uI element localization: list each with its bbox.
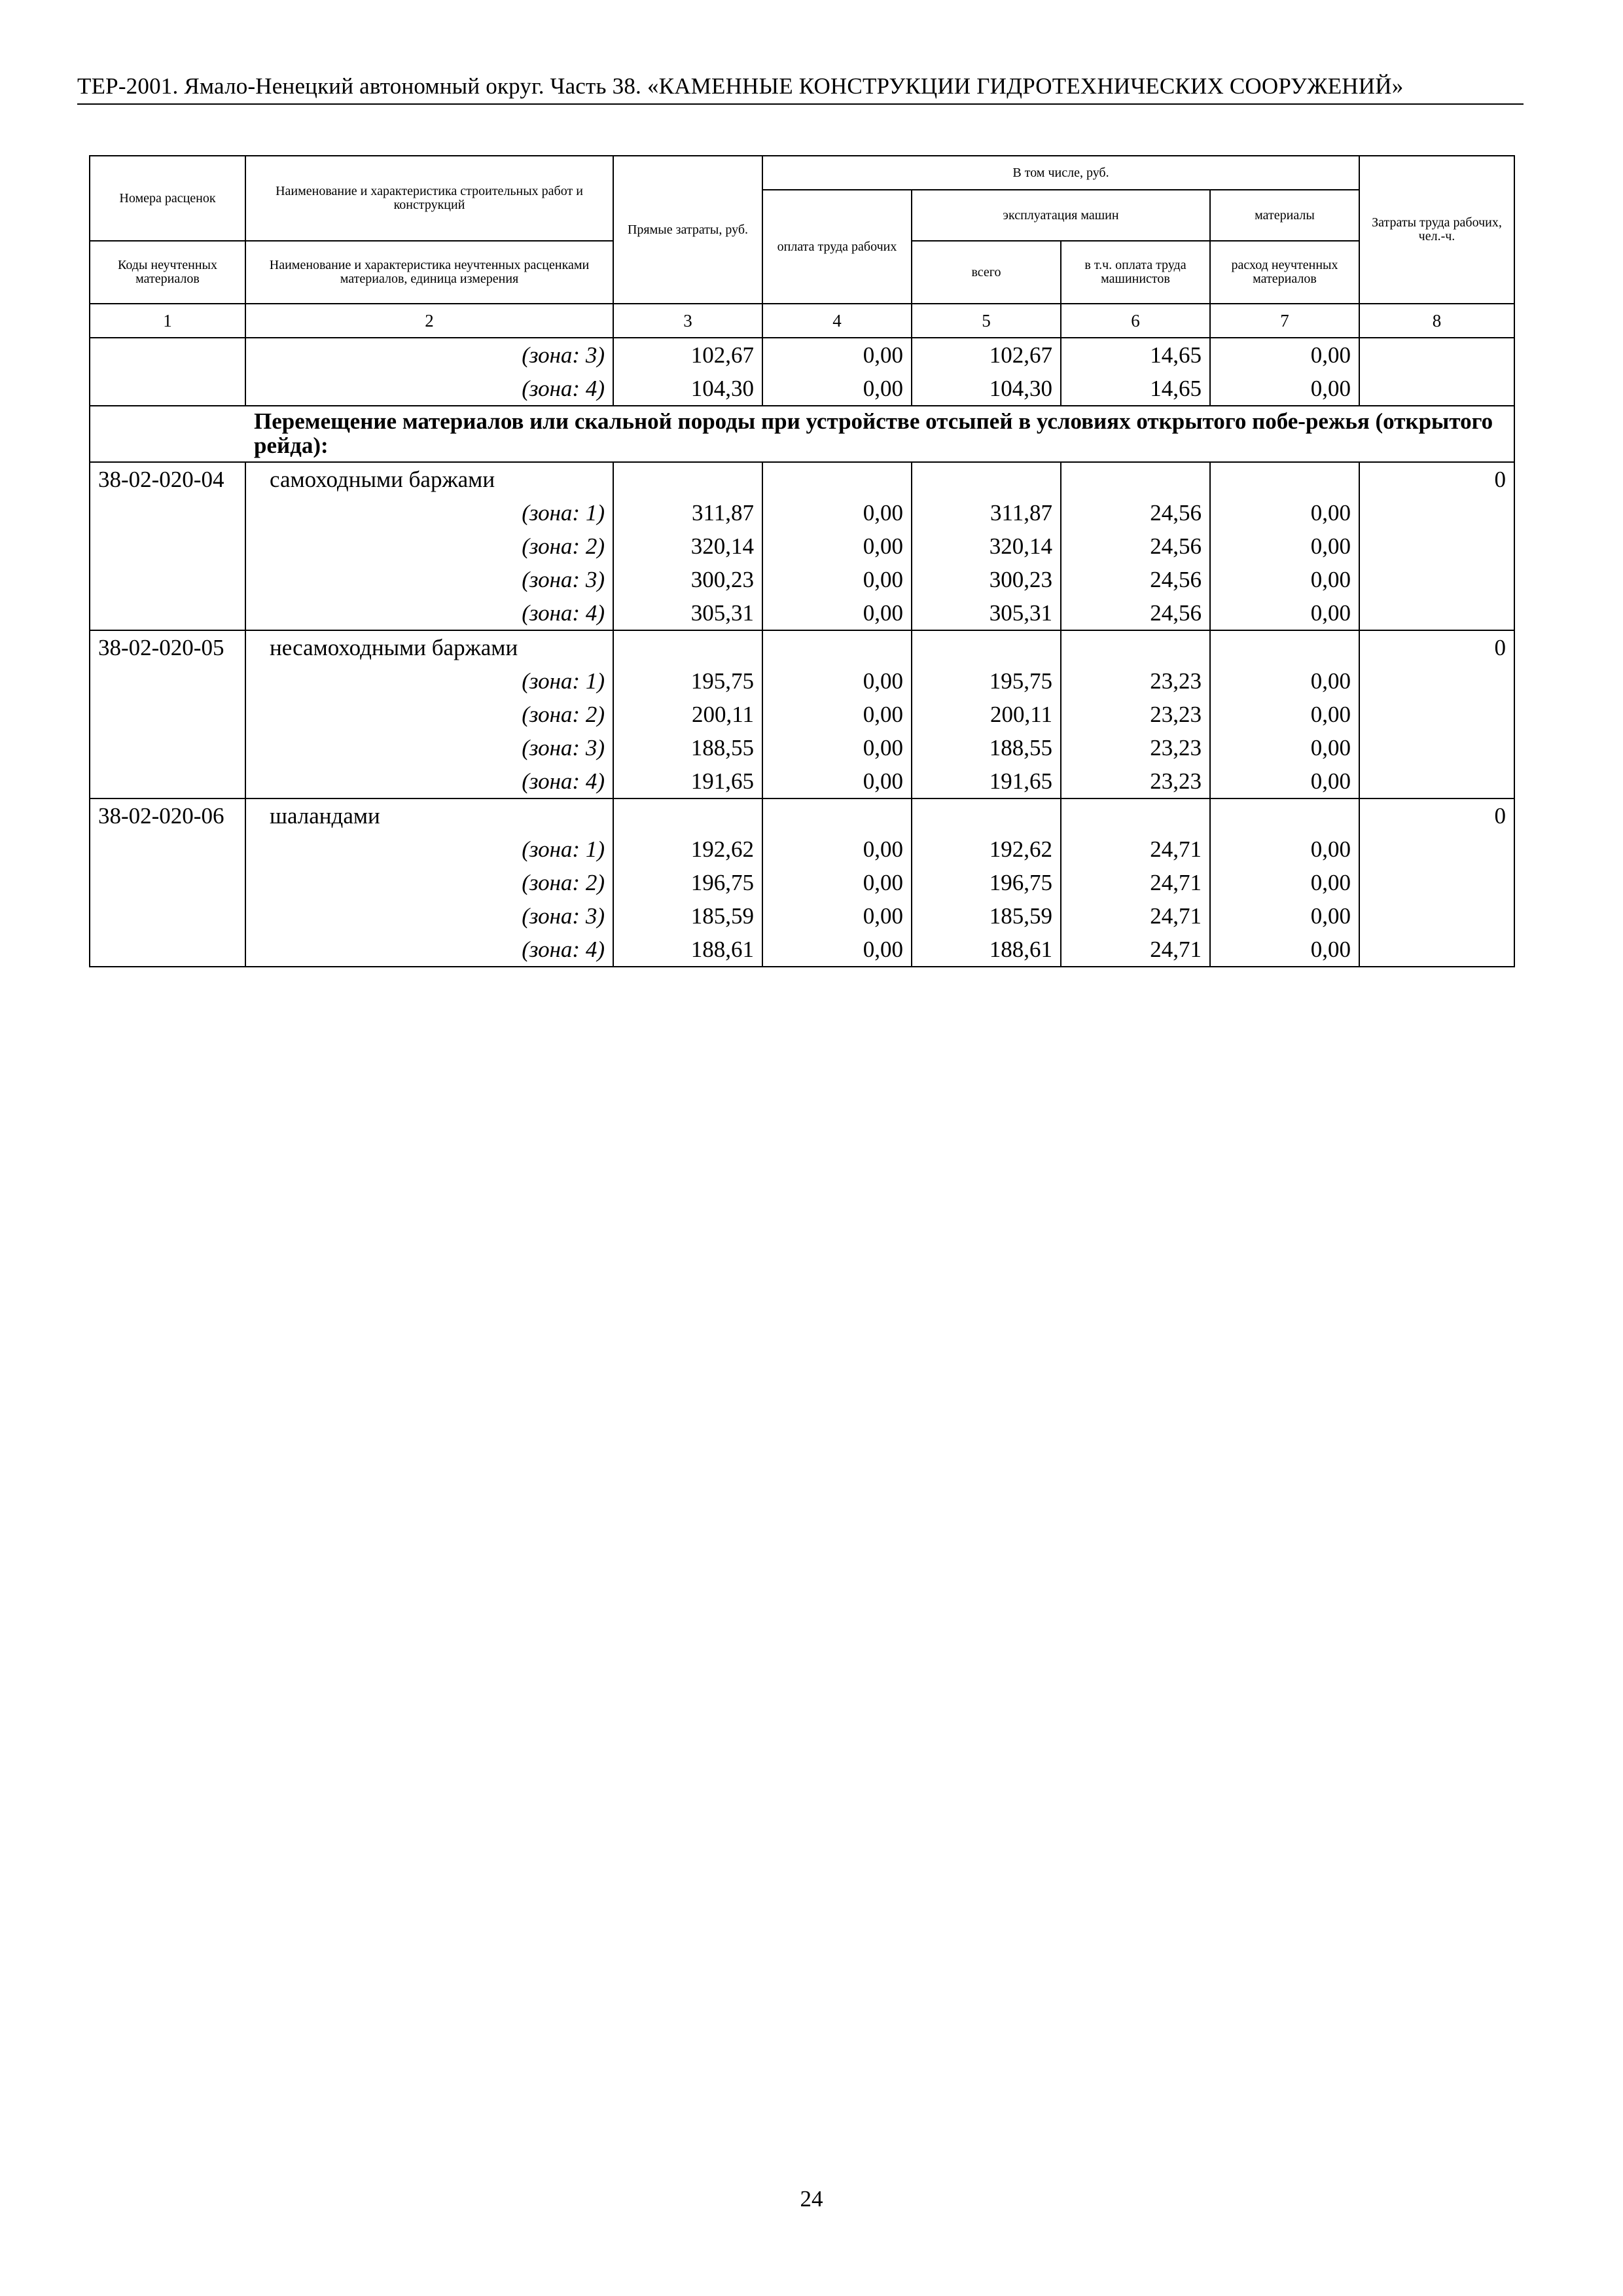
zone-label: (зона: 3) xyxy=(245,899,613,933)
table-row xyxy=(90,664,1514,698)
materials-value: 0,00 xyxy=(1210,563,1359,596)
labor-costs-value: 0 xyxy=(1359,462,1514,496)
header-material-codes: Коды неучтенных материалов xyxy=(90,241,245,304)
empty-cell xyxy=(613,630,762,664)
empty-cell xyxy=(1061,798,1210,833)
materials-value: 0,00 xyxy=(1210,372,1359,406)
column-number: 1 xyxy=(90,304,245,338)
labor-costs-value xyxy=(1359,764,1514,798)
worker-pay-value: 0,00 xyxy=(762,731,912,764)
empty-cell xyxy=(1210,462,1359,496)
worker-pay-value: 0,00 xyxy=(762,596,912,630)
materials-value: 0,00 xyxy=(1210,899,1359,933)
machinist-pay-value: 24,56 xyxy=(1061,496,1210,529)
machinist-pay-value: 14,65 xyxy=(1061,338,1210,372)
direct-costs-value: 300,23 xyxy=(613,563,762,596)
rate-code-cell xyxy=(90,372,245,406)
machinist-pay-value: 24,56 xyxy=(1061,529,1210,563)
labor-costs-value xyxy=(1359,833,1514,866)
materials-value: 0,00 xyxy=(1210,833,1359,866)
worker-pay-value: 0,00 xyxy=(762,372,912,406)
rate-code-cell xyxy=(90,731,245,764)
table-row xyxy=(90,866,1514,899)
labor-costs-value: 0 xyxy=(1359,798,1514,833)
worker-pay-value: 0,00 xyxy=(762,698,912,731)
table-row xyxy=(90,899,1514,933)
zone-label: (зона: 3) xyxy=(245,338,613,372)
empty-cell xyxy=(912,798,1061,833)
materials-value: 0,00 xyxy=(1210,866,1359,899)
machines-total-value: 185,59 xyxy=(912,899,1061,933)
labor-costs-value xyxy=(1359,933,1514,967)
table-row xyxy=(90,596,1514,630)
column-number: 7 xyxy=(1210,304,1359,338)
zone-label: (зона: 4) xyxy=(245,372,613,406)
zone-label: (зона: 4) xyxy=(245,933,613,967)
machinist-pay-value: 24,71 xyxy=(1061,833,1210,866)
machinist-pay-value: 24,71 xyxy=(1061,933,1210,967)
direct-costs-value: 196,75 xyxy=(613,866,762,899)
rate-title-row xyxy=(90,798,1514,833)
empty-cell xyxy=(912,630,1061,664)
materials-value: 0,00 xyxy=(1210,496,1359,529)
column-number: 5 xyxy=(912,304,1061,338)
labor-costs-value xyxy=(1359,372,1514,406)
rate-name: шаландами xyxy=(245,798,613,833)
machinist-pay-value: 23,23 xyxy=(1061,731,1210,764)
header-labor-costs: Затраты труда рабочих, чел.-ч. xyxy=(1359,156,1514,304)
worker-pay-value: 0,00 xyxy=(762,338,912,372)
running-header: ТЕР-2001. Ямало-Ненецкий автономный округ. Часть 38. «КАМЕННЫЕ КОНСТРУКЦИИ ГИДРОТЕХНИЧЕСКИХ СООРУЖЕНИЙ» xyxy=(77,73,1524,105)
rate-code-cell xyxy=(90,338,245,372)
worker-pay-value: 0,00 xyxy=(762,899,912,933)
rate-code-cell xyxy=(90,764,245,798)
materials-value: 0,00 xyxy=(1210,698,1359,731)
empty-cell xyxy=(613,798,762,833)
materials-value: 0,00 xyxy=(1210,529,1359,563)
direct-costs-value: 188,55 xyxy=(613,731,762,764)
rate-code-cell xyxy=(90,596,245,630)
zone-label: (зона: 2) xyxy=(245,529,613,563)
table-row xyxy=(90,338,1514,372)
empty-cell xyxy=(1061,462,1210,496)
table-row xyxy=(90,529,1514,563)
labor-costs-value xyxy=(1359,529,1514,563)
empty-cell xyxy=(762,630,912,664)
machinist-pay-value: 24,71 xyxy=(1061,899,1210,933)
empty-cell xyxy=(1210,630,1359,664)
zone-label: (зона: 2) xyxy=(245,698,613,731)
worker-pay-value: 0,00 xyxy=(762,833,912,866)
machines-total-value: 191,65 xyxy=(912,764,1061,798)
materials-value: 0,00 xyxy=(1210,596,1359,630)
worker-pay-value: 0,00 xyxy=(762,764,912,798)
machinist-pay-value: 24,56 xyxy=(1061,596,1210,630)
rate-code: 38-02-020-05 xyxy=(90,630,245,664)
machines-total-value: 102,67 xyxy=(912,338,1061,372)
column-number: 3 xyxy=(613,304,762,338)
header-including: В том числе, руб. xyxy=(762,156,1359,190)
machines-total-value: 300,23 xyxy=(912,563,1061,596)
rate-code-cell xyxy=(90,833,245,866)
direct-costs-value: 311,87 xyxy=(613,496,762,529)
column-number: 8 xyxy=(1359,304,1514,338)
zone-label: (зона: 4) xyxy=(245,596,613,630)
table-row xyxy=(90,731,1514,764)
rate-title-row xyxy=(90,630,1514,664)
page-number: 24 xyxy=(800,2186,823,2212)
machinist-pay-value: 23,23 xyxy=(1061,764,1210,798)
labor-costs-value xyxy=(1359,496,1514,529)
header-material-names: Наименование и характеристика неучтенных расценками материалов, единица измерения xyxy=(245,241,613,304)
machines-total-value: 311,87 xyxy=(912,496,1061,529)
zone-label: (зона: 1) xyxy=(245,833,613,866)
zone-label: (зона: 1) xyxy=(245,496,613,529)
empty-cell xyxy=(1061,630,1210,664)
labor-costs-value xyxy=(1359,698,1514,731)
materials-value: 0,00 xyxy=(1210,338,1359,372)
zone-label: (зона: 4) xyxy=(245,764,613,798)
column-number: 6 xyxy=(1061,304,1210,338)
machinist-pay-value: 23,23 xyxy=(1061,664,1210,698)
rate-code-cell xyxy=(90,664,245,698)
rate-code-cell xyxy=(90,698,245,731)
labor-costs-value xyxy=(1359,596,1514,630)
rate-title-row xyxy=(90,462,1514,496)
direct-costs-value: 188,61 xyxy=(613,933,762,967)
column-number: 4 xyxy=(762,304,912,338)
machines-total-value: 104,30 xyxy=(912,372,1061,406)
empty-cell xyxy=(912,462,1061,496)
worker-pay-value: 0,00 xyxy=(762,496,912,529)
machines-total-value: 195,75 xyxy=(912,664,1061,698)
section-title: Перемещение материалов или скальной породы при устройстве отсыпей в условиях открытого побе-режья (открытого рейда): xyxy=(90,406,1514,462)
zone-label: (зона: 2) xyxy=(245,866,613,899)
rate-name: несамоходными баржами xyxy=(245,630,613,664)
table-row xyxy=(90,563,1514,596)
direct-costs-value: 195,75 xyxy=(613,664,762,698)
table-row xyxy=(90,933,1514,967)
rate-code-cell xyxy=(90,899,245,933)
empty-cell xyxy=(613,462,762,496)
rate-code-cell xyxy=(90,563,245,596)
labor-costs-value xyxy=(1359,338,1514,372)
direct-costs-value: 305,31 xyxy=(613,596,762,630)
zone-label: (зона: 1) xyxy=(245,664,613,698)
labor-costs-value: 0 xyxy=(1359,630,1514,664)
worker-pay-value: 0,00 xyxy=(762,563,912,596)
header-machine-operation: эксплуатация машин xyxy=(912,190,1210,241)
table-row xyxy=(90,764,1514,798)
column-number: 2 xyxy=(245,304,613,338)
table-row xyxy=(90,833,1514,866)
direct-costs-value: 320,14 xyxy=(613,529,762,563)
machines-total-value: 192,62 xyxy=(912,833,1061,866)
direct-costs-value: 104,30 xyxy=(613,372,762,406)
rate-name: самоходными баржами xyxy=(245,462,613,496)
header-machines-total: всего xyxy=(912,241,1061,304)
header-machinist-pay: в т.ч. оплата труда машинистов xyxy=(1061,241,1210,304)
machines-total-value: 320,14 xyxy=(912,529,1061,563)
rate-code-cell xyxy=(90,496,245,529)
labor-costs-value xyxy=(1359,664,1514,698)
column-numbers-row xyxy=(90,304,1514,338)
worker-pay-value: 0,00 xyxy=(762,866,912,899)
table-row xyxy=(90,496,1514,529)
rates-table xyxy=(89,155,1515,967)
rate-code: 38-02-020-06 xyxy=(90,798,245,833)
header-worker-pay: оплата труда рабочих xyxy=(762,190,912,304)
materials-value: 0,00 xyxy=(1210,664,1359,698)
labor-costs-value xyxy=(1359,731,1514,764)
direct-costs-value: 102,67 xyxy=(613,338,762,372)
zone-label: (зона: 3) xyxy=(245,731,613,764)
direct-costs-value: 185,59 xyxy=(613,899,762,933)
machines-total-value: 305,31 xyxy=(912,596,1061,630)
header-work-name: Наименование и характеристика строительных работ и конструкций xyxy=(245,156,613,241)
machines-total-value: 188,55 xyxy=(912,731,1061,764)
materials-value: 0,00 xyxy=(1210,764,1359,798)
machinist-pay-value: 24,56 xyxy=(1061,563,1210,596)
header-direct-costs: Прямые затраты, руб. xyxy=(613,156,762,304)
rate-code-cell xyxy=(90,866,245,899)
empty-cell xyxy=(1210,798,1359,833)
worker-pay-value: 0,00 xyxy=(762,933,912,967)
table-row xyxy=(90,698,1514,731)
labor-costs-value xyxy=(1359,899,1514,933)
rate-code-cell xyxy=(90,933,245,967)
machines-total-value: 196,75 xyxy=(912,866,1061,899)
header-rate-numbers: Номера расценок xyxy=(90,156,245,241)
rate-code: 38-02-020-04 xyxy=(90,462,245,496)
direct-costs-value: 200,11 xyxy=(613,698,762,731)
machinist-pay-value: 14,65 xyxy=(1061,372,1210,406)
worker-pay-value: 0,00 xyxy=(762,529,912,563)
header-unaccounted-materials: расход неучтенных материалов xyxy=(1210,241,1359,304)
section-row xyxy=(90,406,1514,462)
direct-costs-value: 191,65 xyxy=(613,764,762,798)
materials-value: 0,00 xyxy=(1210,731,1359,764)
direct-costs-value: 192,62 xyxy=(613,833,762,866)
empty-cell xyxy=(762,798,912,833)
table-row xyxy=(90,372,1514,406)
rates-table-body xyxy=(90,156,1514,967)
rate-code-cell xyxy=(90,529,245,563)
labor-costs-value xyxy=(1359,563,1514,596)
zone-label: (зона: 3) xyxy=(245,563,613,596)
materials-value: 0,00 xyxy=(1210,933,1359,967)
machinist-pay-value: 23,23 xyxy=(1061,698,1210,731)
labor-costs-value xyxy=(1359,866,1514,899)
empty-cell xyxy=(762,462,912,496)
machines-total-value: 200,11 xyxy=(912,698,1061,731)
worker-pay-value: 0,00 xyxy=(762,664,912,698)
header-materials: материалы xyxy=(1210,190,1359,241)
machinist-pay-value: 24,71 xyxy=(1061,866,1210,899)
machines-total-value: 188,61 xyxy=(912,933,1061,967)
